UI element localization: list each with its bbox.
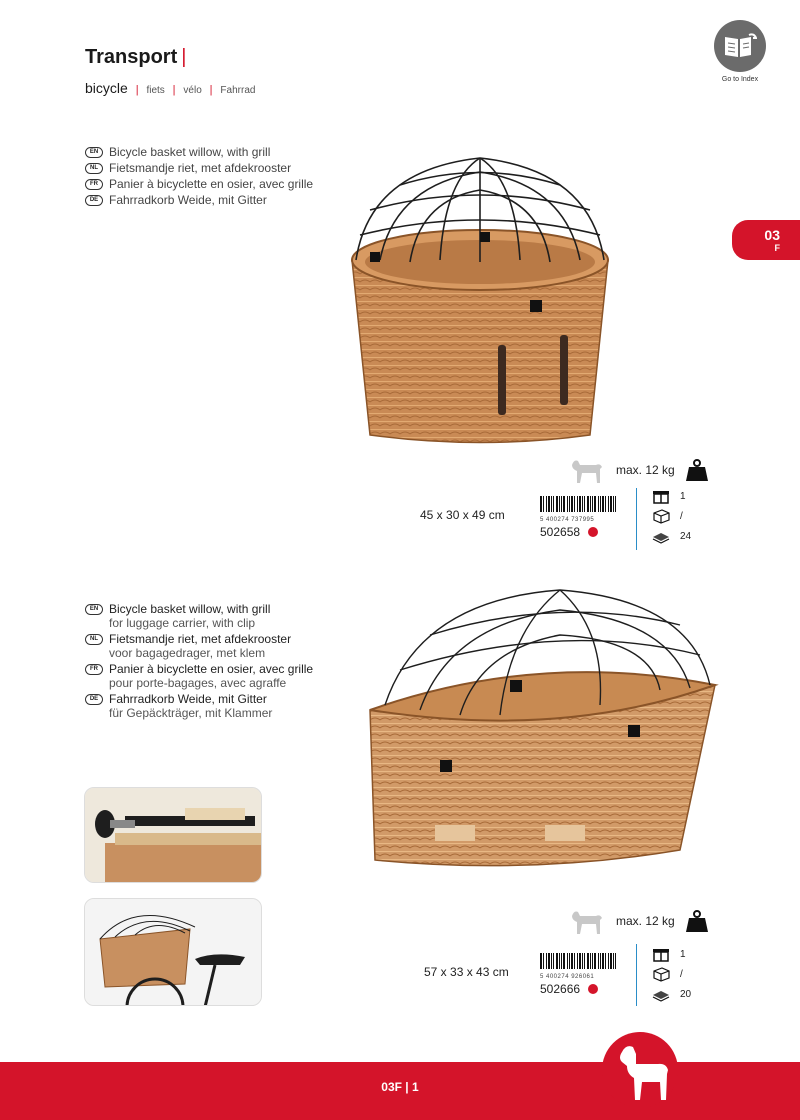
dog-icon	[568, 906, 606, 936]
pack-row	[652, 944, 691, 964]
product-1-descriptions	[85, 145, 313, 209]
description-line	[85, 145, 313, 159]
subtitle-sep: |	[209, 84, 213, 96]
weight-icon	[685, 458, 709, 482]
pack-value: 1	[680, 490, 686, 502]
gift-box-icon	[652, 946, 670, 962]
product-1-packaging	[652, 486, 691, 546]
product-1-barcode	[540, 496, 620, 539]
section-tab[interactable]	[732, 220, 800, 260]
product-1-dimensions: 45 x 30 x 49 cm	[420, 508, 505, 522]
product-2-barcode	[540, 953, 620, 996]
page-number: 03F | 1	[381, 1080, 419, 1094]
pack-value: /	[680, 968, 683, 980]
page-title-text: Transport	[85, 46, 178, 68]
pack-row	[652, 506, 691, 526]
lang-badge-en: EN	[85, 147, 103, 158]
section-letter: F	[774, 243, 780, 253]
product-2-packaging	[652, 944, 691, 1004]
gift-box-icon	[652, 488, 670, 504]
description-line	[85, 632, 313, 660]
pack-value: 1	[680, 948, 686, 960]
description-text: Fietsmandje riet, met afdekrooster	[109, 161, 292, 175]
book-arrow-icon	[714, 20, 766, 72]
description-text: Fietsmandje riet, met afdekrooster	[109, 632, 292, 646]
go-to-index-label: Go to Index	[721, 76, 759, 83]
pallet-icon	[652, 986, 670, 1002]
title-separator: |	[181, 46, 187, 68]
lang-badge-fr: FR	[85, 664, 103, 675]
description-subtext: voor bagagedrager, met klem	[109, 646, 266, 660]
article-number	[540, 525, 620, 539]
description-subtext: for luggage carrier, with clip	[109, 616, 256, 630]
page-subtitle	[85, 80, 255, 96]
product-2-descriptions	[85, 602, 313, 722]
carton-box-icon	[652, 966, 670, 982]
description-text: Fahrradkorb Weide, mit Gitter	[109, 692, 267, 706]
pack-row	[652, 526, 691, 546]
divider	[636, 944, 637, 1006]
max-weight-text: max. 12 kg	[616, 463, 675, 477]
weight-icon	[685, 909, 709, 933]
product-2-max-weight	[568, 906, 709, 936]
clip-detail-image	[84, 787, 262, 883]
description-line	[85, 602, 313, 630]
barcode-digits: 5 400274 737995	[540, 517, 595, 523]
subtitle-de: Fahrrad	[220, 85, 256, 96]
pack-row	[652, 964, 691, 984]
lang-badge-de: DE	[85, 195, 103, 206]
lang-badge-nl: NL	[85, 634, 103, 645]
article-number	[540, 982, 620, 996]
description-line	[85, 161, 313, 175]
dog-silhouette-icon	[600, 1030, 680, 1115]
barcode-digits: 5 400274 926061	[540, 974, 595, 980]
pack-value: 20	[680, 988, 692, 1000]
subtitle-sep: |	[135, 84, 139, 96]
product-1-image	[340, 150, 620, 455]
section-number: 03	[764, 227, 780, 243]
pack-value: /	[680, 510, 683, 522]
product-2-image	[360, 580, 720, 885]
description-text: Panier à bicyclette en osier, avec grille	[109, 177, 314, 191]
pallet-icon	[652, 528, 670, 544]
go-to-index-button[interactable]	[712, 20, 768, 83]
description-subtext: pour porte-bagages, avec agraffe	[109, 676, 287, 690]
article-number-text: 502658	[540, 525, 581, 539]
pack-value: 24	[680, 530, 692, 542]
description-line	[85, 193, 313, 207]
lang-badge-fr: FR	[85, 179, 103, 190]
description-text: Fahrradkorb Weide, mit Gitter	[109, 193, 267, 207]
description-text: Bicycle basket willow, with grill	[109, 602, 271, 616]
page-title	[85, 46, 186, 69]
description-text: Bicycle basket willow, with grill	[109, 145, 271, 159]
description-text: Panier à bicyclette en osier, avec grille	[109, 662, 314, 676]
description-line	[85, 662, 313, 690]
subtitle-en: bicycle	[85, 80, 128, 96]
pack-row	[652, 984, 691, 1004]
subtitle-nl: fiets	[146, 85, 165, 96]
mounted-basket-image	[84, 898, 262, 1006]
product-1-max-weight	[568, 455, 709, 485]
product-2-dimensions: 57 x 33 x 43 cm	[424, 965, 509, 979]
article-marker-icon	[588, 527, 598, 537]
divider	[636, 488, 637, 550]
dog-icon	[568, 455, 606, 485]
barcode-icon	[540, 953, 618, 969]
carton-box-icon	[652, 508, 670, 524]
description-line	[85, 692, 313, 720]
lang-badge-de: DE	[85, 694, 103, 705]
max-weight-text: max. 12 kg	[616, 914, 675, 928]
description-line	[85, 177, 313, 191]
barcode-icon	[540, 496, 618, 512]
description-subtext: für Gepäckträger, mit Klammer	[109, 706, 273, 720]
lang-badge-nl: NL	[85, 163, 103, 174]
subtitle-sep: |	[172, 84, 176, 96]
subtitle-fr: vélo	[183, 85, 202, 96]
article-number-text: 502666	[540, 982, 581, 996]
article-marker-icon	[588, 984, 598, 994]
footer-bar	[0, 1062, 800, 1120]
pack-row	[652, 486, 691, 506]
lang-badge-en: EN	[85, 604, 103, 615]
